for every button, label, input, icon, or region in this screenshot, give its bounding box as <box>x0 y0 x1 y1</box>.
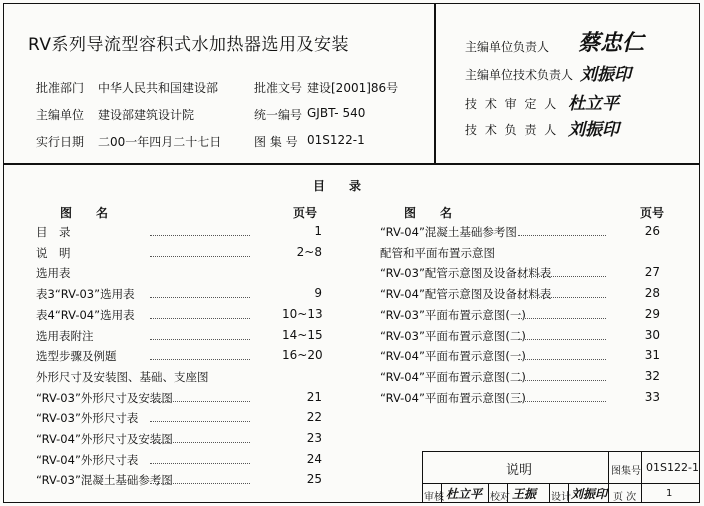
toc-entry-page: 1 <box>314 224 322 238</box>
chief-unit-label: 主编单位 <box>36 108 85 122</box>
page-label: 页 次 <box>613 492 637 503</box>
toc-leader-dots <box>150 442 250 443</box>
toc-leader-dots <box>150 401 250 402</box>
page-number: 1 <box>666 488 673 499</box>
unified-no: GJBT- 540 <box>307 106 366 120</box>
title-block-vline-6 <box>549 483 550 503</box>
header-divider <box>3 163 700 165</box>
toc-entry-page: 9 <box>314 286 322 301</box>
atlas-title: RV系列导流型容积式水加热器选用及安装 <box>28 35 350 55</box>
toc-entry-name: “RV-03”配管示意图及设备材料表 <box>380 266 552 281</box>
approve-dept: 中华人民共和国建设部 <box>98 81 219 95</box>
resp-label-tech-lead: 技 术 负 责 人 <box>465 123 559 137</box>
resp-label-chief-unit: 主编单位负责人 <box>465 40 550 54</box>
toc-leader-dots <box>150 235 250 236</box>
toc-entry-name: 表4“RV-04”选用表 <box>36 307 135 322</box>
toc-entry-page: 27 <box>644 265 660 280</box>
toc-entry-name: “RV-03”外形尺寸表 <box>36 411 139 426</box>
toc-entry-name: “RV-03”平面布置示意图(二) <box>380 328 526 343</box>
unified-no-label: 统一编号 <box>254 108 303 122</box>
toc-leader-dots <box>518 359 606 360</box>
review-signature: 杜立平 <box>446 487 483 501</box>
toc-entry-page: 2~8 <box>296 244 322 259</box>
toc-entry-name: “RV-04”外形尺寸表 <box>36 452 139 467</box>
toc-entry-name: “RV-04”平面布置示意图(二) <box>380 369 526 384</box>
signature-chief-unit: 蔡忠仁 <box>578 30 645 56</box>
toc-entry-page: 30 <box>644 327 660 342</box>
toc-right-name-header: 图 名 <box>404 206 453 220</box>
toc-leader-dots <box>518 297 606 298</box>
toc-entry-name: 选用表 <box>36 266 71 281</box>
toc-entry-name: 说 明 <box>36 245 71 260</box>
atlas-no-label: 图 集 号 <box>254 135 298 149</box>
title-block-vline-1 <box>608 451 609 503</box>
toc-entry-name: 目 录 <box>36 225 71 239</box>
title-block-atlas-no: 01S122-1 <box>646 461 699 474</box>
toc-leader-dots <box>150 463 250 464</box>
toc-entry-page: 21 <box>306 389 322 404</box>
toc-entry-page: 14~15 <box>282 327 323 342</box>
check-label: 校对 <box>490 492 510 503</box>
toc-leader-dots <box>150 297 250 298</box>
toc-entry-name: “RV-03”混凝土基础参考图 <box>36 473 173 488</box>
toc-entry-name: 选用表附注 <box>36 328 94 343</box>
title-block-vline-2 <box>641 451 642 503</box>
check-signature: 王振 <box>512 487 537 501</box>
toc-heading: 目 录 <box>313 179 362 193</box>
toc-entry-name: “RV-03”外形尺寸及安装图 <box>36 390 173 405</box>
toc-leader-dots <box>518 276 606 277</box>
resp-label-tech-chief: 主编单位技术负责人 <box>465 68 574 82</box>
toc-left-page-header: 页号 <box>293 206 318 220</box>
toc-leader-dots <box>150 421 250 422</box>
toc-entry-page: 32 <box>644 368 660 383</box>
title-block-vline-4 <box>488 483 489 503</box>
toc-leader-dots <box>518 318 606 319</box>
toc-entry-page: 23 <box>306 431 322 445</box>
toc-entry-page: 24 <box>306 451 322 466</box>
toc-entry-name: “RV-04”混凝土基础参考图 <box>380 225 517 239</box>
toc-leader-dots <box>150 318 250 319</box>
toc-entry-name: “RV-04”配管示意图及设备材料表 <box>380 287 552 302</box>
signature-tech-chief: 刘振印 <box>580 65 631 85</box>
atlas-no: 01S122-1 <box>307 133 365 147</box>
signature-tech-lead: 刘振印 <box>568 120 619 140</box>
resp-label-review: 技 术 审 定 人 <box>465 97 559 111</box>
toc-left-name-header: 图 名 <box>60 206 109 220</box>
toc-leader-dots <box>150 359 250 360</box>
toc-leader-dots <box>518 401 606 402</box>
toc-leader-dots <box>150 339 250 340</box>
toc-entry-name: “RV-03”平面布置示意图(一) <box>380 307 526 322</box>
title-block-atlas-label: 图集号 <box>611 466 641 477</box>
toc-entry-page: 10~13 <box>282 306 323 321</box>
impl-date-label: 实行日期 <box>36 135 85 149</box>
toc-entry-page: 16~20 <box>282 348 323 363</box>
toc-entry-name: 表3“RV-03”选用表 <box>36 287 135 302</box>
toc-leader-dots <box>518 235 606 236</box>
toc-leader-dots <box>150 483 250 484</box>
signature-review: 杜立平 <box>568 94 619 114</box>
toc-leader-dots <box>518 380 606 381</box>
toc-leader-dots <box>150 256 250 257</box>
toc-entry-page: 31 <box>644 348 660 363</box>
design-signature: 刘振印 <box>571 487 608 501</box>
toc-right-page-header: 页号 <box>640 206 665 220</box>
toc-entry-page: 29 <box>644 306 660 321</box>
toc-entry-name: 选型步骤及例题 <box>36 349 117 364</box>
toc-entry-name: “RV-04”平面布置示意图(一) <box>380 349 526 364</box>
approve-doc-label: 批准文号 <box>254 81 303 95</box>
design-label: 设计 <box>551 492 571 503</box>
title-block-hline <box>422 483 700 484</box>
toc-entry-page: 33 <box>644 389 660 404</box>
toc-entry-page: 25 <box>306 472 322 487</box>
review-label: 审核 <box>424 492 444 503</box>
toc-entry-name: 配管和平面布置示意图 <box>380 245 495 260</box>
toc-entry-name: “RV-04”外形尺寸及安装图 <box>36 432 173 446</box>
impl-date: 二00一年四月二十七日 <box>98 135 222 149</box>
toc-entry-name: “RV-04”平面布置示意图(三) <box>380 390 526 405</box>
toc-entry-name: 外形尺寸及安装图、基础、支座图 <box>36 369 209 384</box>
header-vertical-divider <box>434 3 436 163</box>
approve-doc: 建设[2001]86号 <box>307 81 399 95</box>
title-block-title: 说明 <box>506 463 533 478</box>
chief-unit: 建设部建筑设计院 <box>98 108 195 122</box>
toc-entry-page: 26 <box>644 224 660 238</box>
toc-leader-dots <box>518 339 606 340</box>
toc-entry-page: 22 <box>306 410 322 425</box>
toc-entry-page: 28 <box>644 286 660 301</box>
approve-dept-label: 批准部门 <box>36 81 85 95</box>
